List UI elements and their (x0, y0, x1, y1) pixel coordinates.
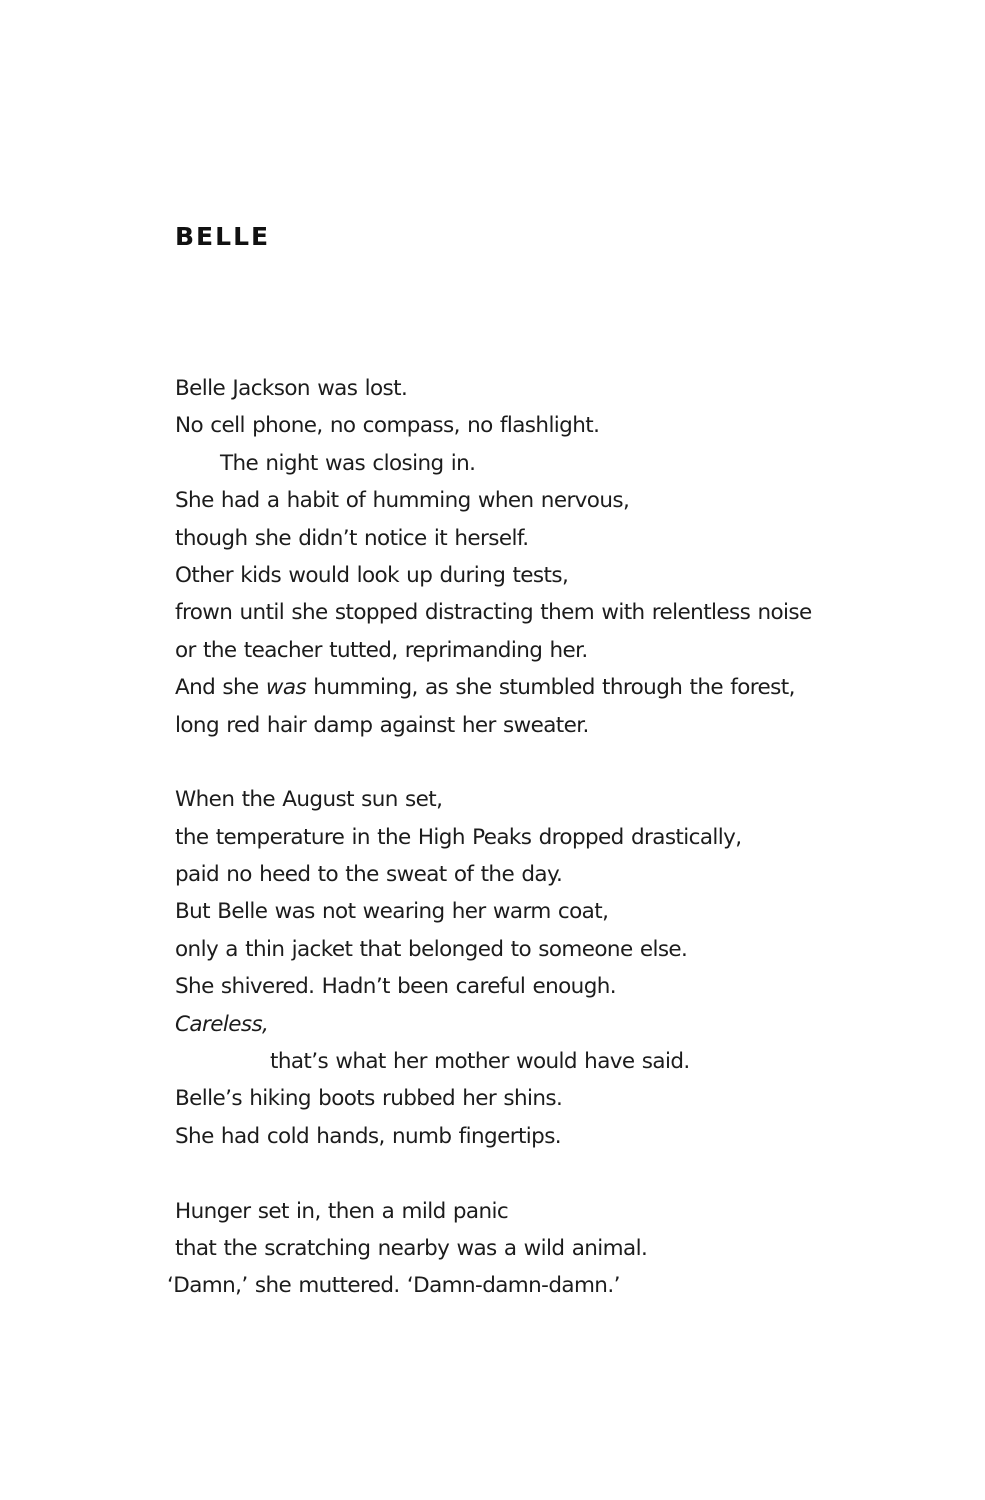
poem-line: But Belle was not wearing her warm coat, (175, 899, 609, 925)
poem-line: She had a habit of humming when nervous, (175, 488, 630, 514)
poem-line: only a thin jacket that belonged to someone else. (175, 936, 688, 962)
poem-text: humming, as she stumbled through the forest, (306, 675, 795, 701)
poem-line: Belle’s hiking boots rubbed her shins. (175, 1086, 563, 1112)
poem-line-indented: The night was closing in. (220, 450, 476, 476)
poem-line: Belle Jackson was lost. (175, 376, 408, 401)
stanza-break (175, 1155, 955, 1192)
poem-line: She had cold hands, numb fingertips. (175, 1123, 562, 1149)
chapter-title: BELLE (175, 222, 271, 251)
poem-line-dialogue: ‘Damn,’ she muttered. ‘Damn-damn-damn.’ (167, 1273, 620, 1299)
poem-line: No cell phone, no compass, no flashlight. (175, 413, 600, 439)
poem-line: long red hair damp against her sweater. (175, 712, 589, 738)
poem-line-italic (175, 1006, 955, 1043)
poem-line (175, 669, 955, 706)
poem-line: She shivered. Hadn’t been careful enough. (175, 974, 617, 1000)
poem-text: And she (175, 675, 266, 701)
poem-line: that the scratching nearby was a wild animal. (175, 1235, 648, 1261)
poem-line: or the teacher tutted, reprimanding her. (175, 637, 588, 663)
poem-line: paid no heed to the sweat of the day. (175, 862, 563, 888)
poem-body (167, 370, 955, 1305)
poem-line: Other kids would look up during tests, (175, 562, 569, 588)
poem-line: Hunger set in, then a mild panic (175, 1198, 509, 1224)
stanza-break (175, 744, 955, 781)
poem-emphasis: Careless, (175, 1011, 269, 1037)
poem-line: though she didn’t notice it herself. (175, 525, 529, 551)
poem-emphasis: was (265, 675, 307, 701)
poem-line: frown until she stopped distracting them with relentless noise (175, 600, 812, 626)
poem-line: the temperature in the High Peaks dropped drastically, (175, 824, 742, 850)
poem-line: When the August sun set, (175, 787, 443, 813)
poem-line-indented: that’s what her mother would have said. (270, 1049, 690, 1075)
